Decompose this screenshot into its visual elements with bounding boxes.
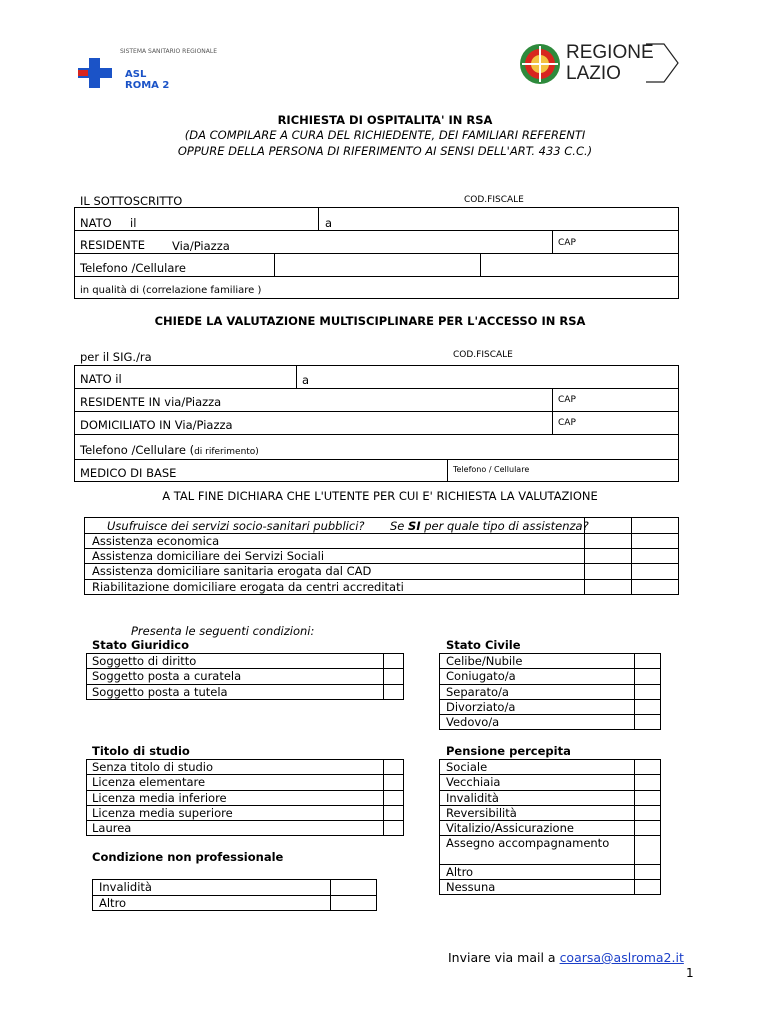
asl-logo bbox=[78, 48, 228, 93]
utente-residente-label: RESIDENTE IN via/Piazza bbox=[80, 395, 222, 409]
pensione-item: Altro bbox=[446, 865, 474, 879]
condizioni-intro: Presenta le seguenti condizioni: bbox=[131, 624, 315, 638]
non-professionale-item: Invalidità bbox=[99, 880, 152, 894]
stato-giuridico-item: Soggetto posta a tutela bbox=[92, 685, 228, 699]
utente-nato-label: NATO il bbox=[80, 372, 122, 386]
titolo-studio-item: Laurea bbox=[92, 821, 132, 835]
pensione-item: Vitalizio/Assicurazione bbox=[446, 821, 574, 835]
nato-a-label: a bbox=[325, 216, 333, 230]
domiciliato-label: DOMICILIATO IN Via/Piazza bbox=[80, 418, 233, 432]
sottoscritto-label: IL SOTTOSCRITTO bbox=[80, 194, 183, 208]
titolo-studio-item: Licenza elementare bbox=[92, 775, 206, 789]
sig-label: per il SIG./ra bbox=[80, 350, 152, 364]
pensione-item: Invalidità bbox=[446, 791, 499, 805]
qualita-label: in qualità di (correlazione familiare ) bbox=[80, 285, 262, 296]
servizi-row: Assistenza domiciliare sanitaria erogata dal CAD bbox=[92, 564, 372, 578]
region-line2: LAZIO bbox=[566, 63, 621, 84]
page-title: RICHIESTA DI OSPITALITA' IN RSA bbox=[277, 113, 493, 127]
stato-civile-item: Divorziato/a bbox=[446, 700, 516, 714]
via-label: Via/Piazza bbox=[172, 239, 230, 253]
dichiara-heading: A TAL FINE DICHIARA CHE L'UTENTE PER CUI E' RICHIESTA LA VALUTAZIONE bbox=[162, 489, 598, 503]
utente-telefono-text: Telefono /Cellulare ( bbox=[80, 443, 195, 457]
cross-icon bbox=[78, 58, 112, 88]
non-professionale-item: Altro bbox=[99, 896, 127, 910]
di-riferimento-text: di riferimento) bbox=[194, 447, 259, 457]
il-label: il bbox=[130, 216, 137, 230]
medico-label: MEDICO DI BASE bbox=[80, 466, 177, 480]
servizi-row: Riabilitazione domiciliare erogata da centri accreditati bbox=[92, 580, 404, 594]
region-line1: REGIONE bbox=[566, 42, 654, 63]
utente-a-label: a bbox=[302, 373, 310, 387]
page-number: 1 bbox=[686, 966, 694, 980]
servizi-tipo-text: per quale tipo di assistenza? bbox=[420, 519, 589, 533]
servizi-si: SI bbox=[408, 519, 421, 533]
region-chevron-icon bbox=[646, 42, 680, 84]
pensione-item: Nessuna bbox=[446, 880, 496, 894]
stato-civile-item: Vedovo/a bbox=[446, 715, 500, 729]
servizi-question-text: Usufruisce dei servizi socio-sanitari pubblici? bbox=[107, 519, 365, 533]
pensione-title: Pensione percepita bbox=[446, 744, 571, 758]
cap-label: CAP bbox=[558, 238, 576, 248]
chiede-heading: CHIEDE LA VALUTAZIONE MULTISCIPLINARE PER L'ACCESSO IN RSA bbox=[154, 314, 586, 328]
servizi-se: Se bbox=[390, 519, 409, 533]
stato-giuridico-title: Stato Giuridico bbox=[92, 638, 190, 652]
telefono-label: Telefono /Cellulare bbox=[80, 261, 186, 275]
titolo-studio-item: Licenza media superiore bbox=[92, 806, 233, 820]
pensione-item: Assegno accompagnamento bbox=[446, 836, 610, 850]
titolo-studio-item: Licenza media inferiore bbox=[92, 791, 227, 805]
stato-giuridico-item: Soggetto posta a curatela bbox=[92, 669, 242, 683]
non-professionale-title: Condizione non professionale bbox=[92, 850, 284, 864]
asl-label: ASL bbox=[125, 69, 147, 80]
footer-inviare-text: Inviare via mail a bbox=[448, 950, 560, 965]
servizi-row: Assistenza domiciliare dei Servizi Sociali bbox=[92, 549, 325, 563]
stato-civile-title: Stato Civile bbox=[446, 638, 521, 652]
stato-civile-item: Coniugato/a bbox=[446, 669, 516, 683]
medico-telefono-label: Telefono / Cellulare bbox=[453, 465, 530, 474]
utente-telefono-label bbox=[80, 443, 259, 457]
stato-civile-item: Celibe/Nubile bbox=[446, 654, 523, 668]
pensione-item: Reversibilità bbox=[446, 806, 517, 820]
titolo-studio-title: Titolo di studio bbox=[92, 744, 190, 758]
pensione-item: Vecchiaia bbox=[446, 775, 501, 789]
servizi-tipo bbox=[390, 519, 589, 533]
utente-cap2-label: CAP bbox=[558, 418, 576, 428]
stato-giuridico-item: Soggetto di diritto bbox=[92, 654, 197, 668]
servizi-question bbox=[107, 519, 365, 533]
stato-civile-item: Separato/a bbox=[446, 685, 509, 699]
titolo-studio-item: Senza titolo di studio bbox=[92, 760, 214, 774]
page-subtitle-2: OPPURE DELLA PERSONA DI RIFERIMENTO AI SENSI DELL'ART. 433 C.C.) bbox=[177, 144, 593, 158]
page-subtitle-1: (DA COMPILARE A CURA DEL RICHIEDENTE, DEI FAMILIARI REFERENTI bbox=[184, 128, 586, 142]
system-label: SISTEMA SANITARIO REGIONALE bbox=[120, 48, 218, 55]
utente-codfiscale-label: COD.FISCALE bbox=[453, 350, 513, 360]
footer-email-link[interactable]: coarsa@aslroma2.it bbox=[559, 950, 684, 965]
servizi-row: Assistenza economica bbox=[92, 534, 220, 548]
nato-label: NATO bbox=[80, 216, 112, 230]
utente-cap1-label: CAP bbox=[558, 395, 576, 405]
codfiscale-label: COD.FISCALE bbox=[464, 195, 524, 205]
regione-emblem-icon bbox=[518, 42, 562, 86]
regione-lazio-logo bbox=[518, 42, 683, 87]
footer-mail bbox=[448, 950, 684, 965]
pensione-item: Sociale bbox=[446, 760, 488, 774]
residente-label: RESIDENTE bbox=[80, 238, 145, 252]
roma2-label: ROMA 2 bbox=[125, 80, 170, 91]
